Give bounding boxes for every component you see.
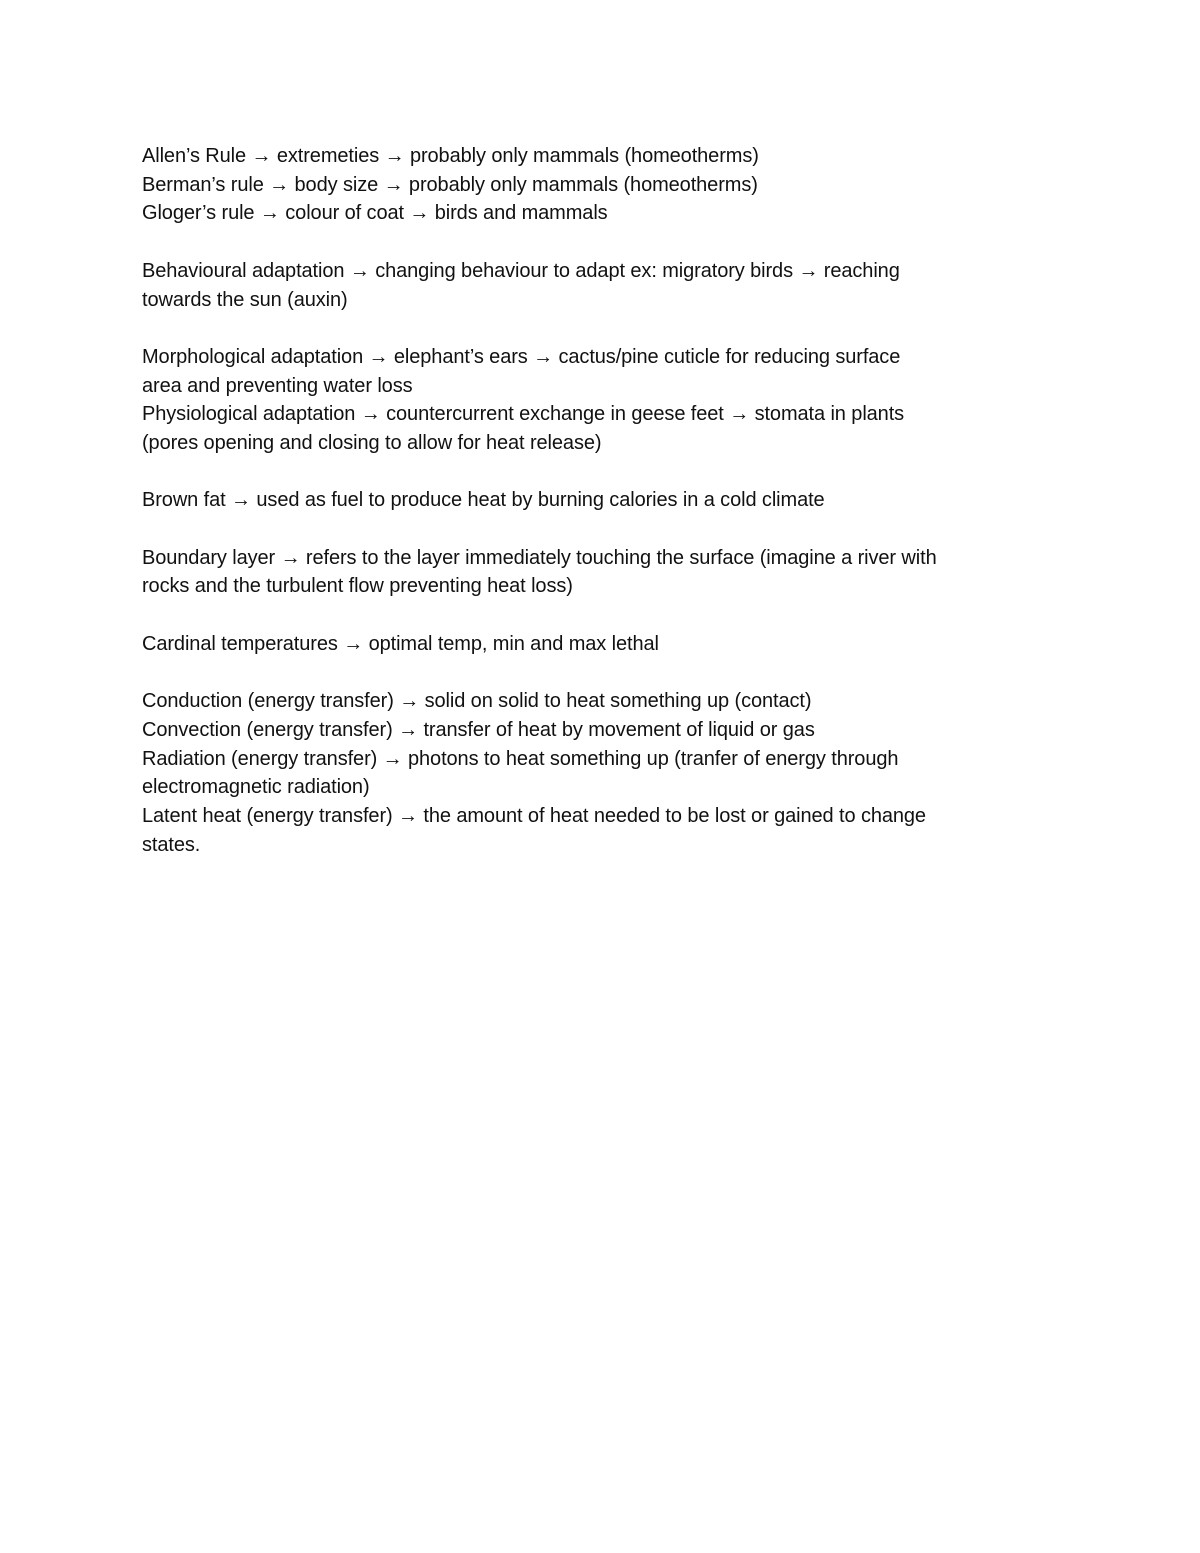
text-line: Boundary layer → refers to the layer immediately touching the surface (imagine a river with [142,546,937,569]
paragraph-gap [142,314,1062,343]
text-line: Convection (energy transfer) → transfer of heat by movement of liquid or gas [142,718,815,741]
paragraph-gap [142,659,1062,688]
paragraph-brown-fat [142,486,1062,515]
document-body [142,142,1062,859]
text-line: rocks and the turbulent flow preventing heat loss) [142,575,573,598]
text-line: Gloger’s rule → colour of coat → birds and mammals [142,202,608,225]
text-line: Morphological adaptation → elephant’s ears → cactus/pine cuticle for reducing surface [142,345,901,368]
text-line: Conduction (energy transfer) → solid on solid to heat something up (contact) [142,690,812,713]
text-line: Cardinal temperatures → optimal temp, min and max lethal [142,632,659,655]
text-line: electromagnetic radiation) [142,776,370,799]
text-line: Brown fat → used as fuel to produce heat by burning calories in a cold climate [142,489,825,512]
text-line: Berman’s rule → body size → probably only mammals (homeotherms) [142,173,758,196]
text-line: area and preventing water loss [142,374,413,397]
text-line: Behavioural adaptation → changing behaviour to adapt ex: migratory birds → reaching [142,259,900,282]
paragraph-gap [142,458,1062,487]
paragraph-energy-transfer [142,687,1062,859]
text-line: states. [142,833,201,856]
paragraph-ecogeographic-rules [142,142,1062,228]
paragraph-boundary-layer [142,544,1062,601]
paragraph-gap [142,601,1062,630]
paragraph-morphological-physiological [142,343,1062,458]
paragraph-gap [142,228,1062,257]
paragraph-behavioural-adaptation [142,257,1062,314]
text-line: Latent heat (energy transfer) → the amount of heat needed to be lost or gained to change [142,805,926,828]
paragraph-gap [142,515,1062,544]
text-line: towards the sun (auxin) [142,288,348,311]
text-line: Allen’s Rule → extremeties → probably only mammals (homeotherms) [142,145,759,167]
text-line: (pores opening and closing to allow for heat release) [142,432,602,454]
paragraph-cardinal-temperatures [142,630,1062,659]
text-line: Physiological adaptation → countercurrent exchange in geese feet → stomata in plants [142,403,905,426]
text-line: Radiation (energy transfer) → photons to heat something up (tranfer of energy through [142,747,899,770]
